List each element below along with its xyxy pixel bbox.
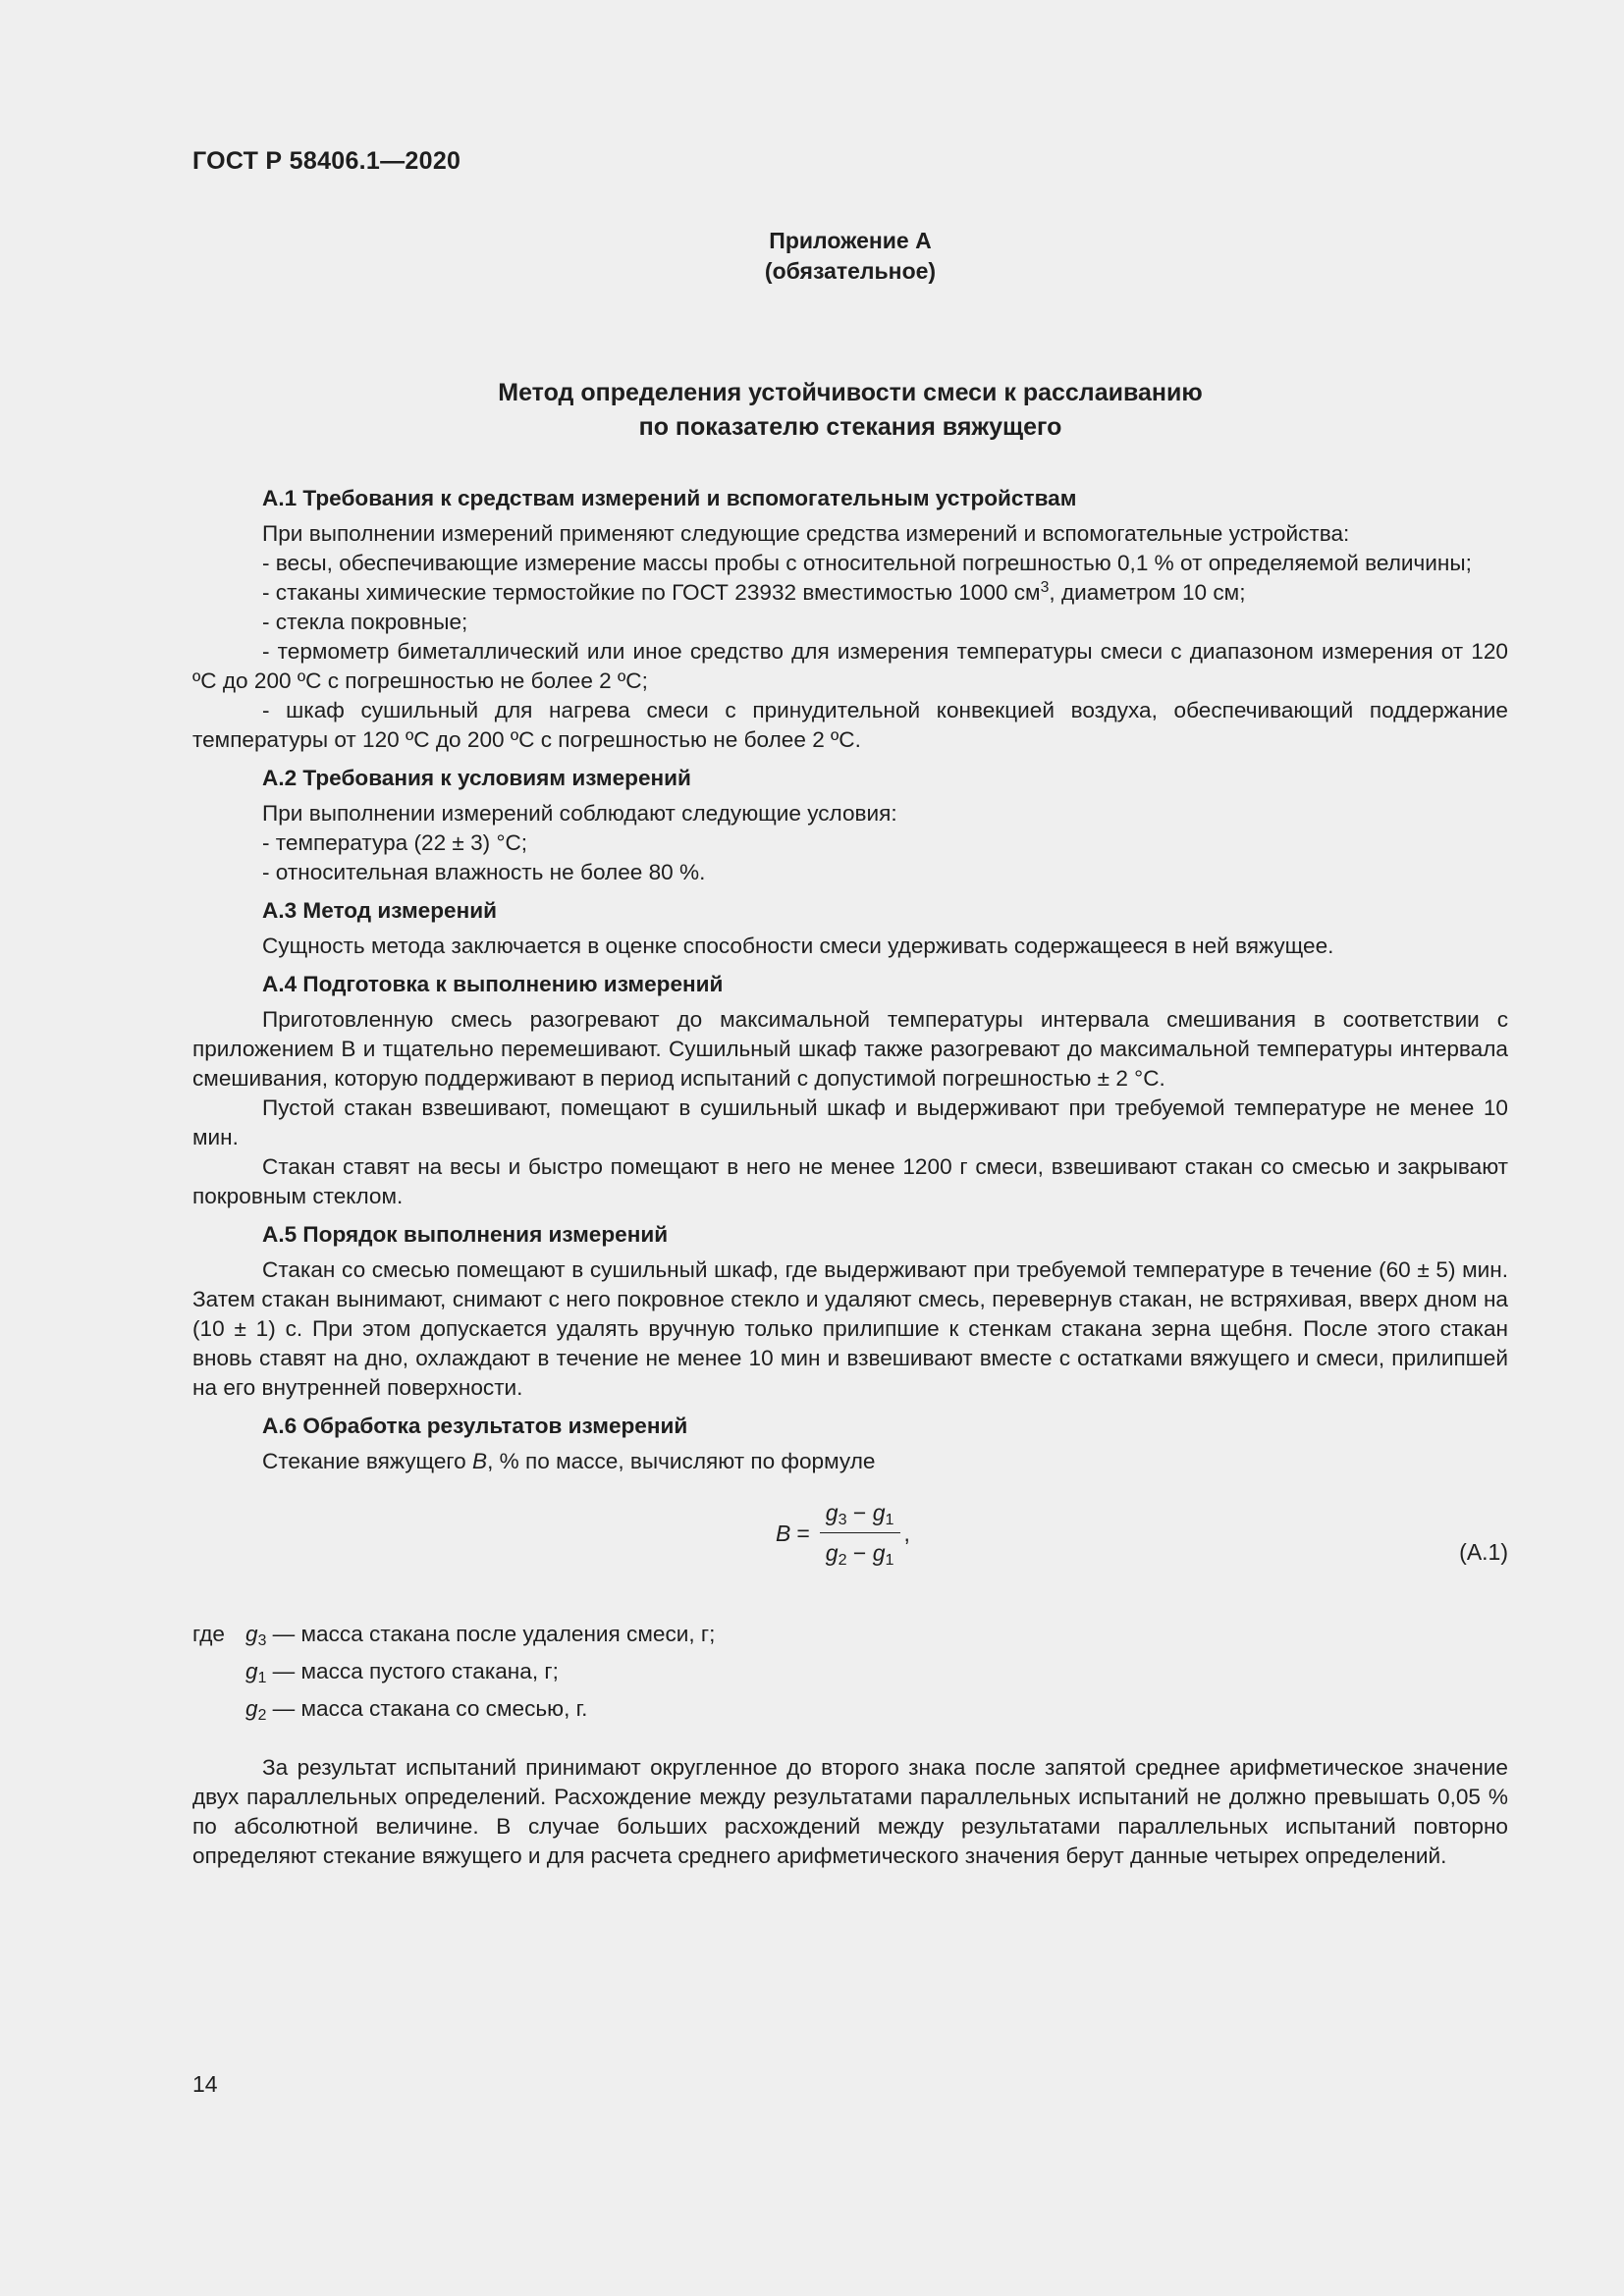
legend-row: $g_2$ — масса стакана со смесью, г. bbox=[245, 1696, 588, 1724]
section-a3-text: Сущность метода заключается в оценке способности смеси удерживать содержащееся в ней вяжущее. bbox=[262, 934, 1334, 958]
appendix-heading bbox=[192, 376, 1508, 445]
appendix-status: (обязательное) bbox=[764, 258, 937, 284]
formula-block bbox=[192, 1496, 1508, 1616]
section-a4-heading: А.4 Подготовка к выполнению измерений bbox=[262, 972, 724, 996]
list-item: - шкаф сушильный для нагрева смеси с принудительной конвекцией воздуха, обеспечивающий поддержание температуры от 120 ºС до 200 ºС с погрешностью не более 2 ºС. bbox=[192, 698, 1508, 752]
paragraph: Пустой стакан взвешивают, помещают в сушильный шкаф и выдерживают при требуемой температуре не менее 10 мин. bbox=[192, 1095, 1508, 1149]
formula-lhs: B bbox=[776, 1520, 791, 1546]
legend-row: $g_1$ — масса пустого стакана, г; bbox=[245, 1659, 559, 1686]
section-a2-intro: При выполнении измерений соблюдают следующие условия: bbox=[262, 801, 897, 826]
legend-row: где $g_3$ — масса стакана после удаления смеси, г; bbox=[192, 1616, 1508, 1653]
section-a5-heading: А.5 Порядок выполнения измерений bbox=[262, 1222, 669, 1247]
appendix-label bbox=[192, 226, 1508, 287]
formula-fraction bbox=[820, 1496, 900, 1570]
formula-comma: , bbox=[903, 1520, 910, 1546]
section-a1-heading: А.1 Требования к средствам измерений и вспомогательным устройствам bbox=[262, 486, 1077, 510]
document-header: ГОСТ Р 58406.1—2020 bbox=[192, 147, 461, 175]
formula-legend bbox=[192, 1616, 1508, 1728]
section-a1-intro: При выполнении измерений применяют следующие средства измерений и вспомогательные устройства: bbox=[262, 521, 1350, 546]
list-item: - относительная влажность не более 80 %. bbox=[262, 860, 706, 884]
paragraph: Приготовленную смесь разогревают до максимальной температуры интервала смешивания в соответствии с приложением В и тщательно перемешивают. Сушильный шкаф также разогревают до максимальной температуры интервала смешивания, которую поддерживают в период испытаний с допустимой погрешностью ± 2 °С. bbox=[192, 1007, 1508, 1091]
document-body bbox=[192, 484, 1508, 1871]
section-a6-conclusion: За результат испытаний принимают округленное до второго знака после запятой среднее арифметическое значение двух параллельных определений. Расхождение между результатами параллельных испытаний не должно превышать 0,05 % по абсолютной величине. В случае больших расхождений между результатами параллельных испытаний повторно определяют стекание вяжущего и для расчета среднего арифметического значения берут данные четырех определений. bbox=[192, 1755, 1508, 1868]
appendix-title: Приложение А bbox=[769, 228, 932, 253]
list-item: - стаканы химические термостойкие по ГОСТ 23932 вместимостью 1000 $см^3$, диаметром 10 см; bbox=[262, 579, 1246, 605]
paragraph: Стакан ставят на весы и быстро помещают в него не менее 1200 г смеси, взвешивают стакан со смесью и закрывают покровным стеклом. bbox=[192, 1154, 1508, 1208]
section-a6-heading: А.6 Обработка результатов измерений bbox=[262, 1414, 688, 1438]
formula-number: (А.1) bbox=[1459, 1539, 1508, 1565]
formula-numerator: $g_3 - g_1$ bbox=[820, 1496, 900, 1533]
formula-denominator: $g_2 - g_1$ bbox=[825, 1540, 894, 1569]
section-a3-heading: А.3 Метод измерений bbox=[262, 898, 498, 923]
document-page bbox=[192, 0, 1508, 2296]
formula-a1 bbox=[776, 1496, 910, 1570]
appendix-heading-line1: Метод определения устойчивости смеси к расслаиванию bbox=[498, 379, 1203, 406]
appendix-heading-line2: по показателю стекания вяжущего bbox=[638, 413, 1062, 441]
paragraph: Стакан со смесью помещают в сушильный шкаф, где выдерживают при требуемой температуре в течение (60 ± 5) мин. Затем стакан вынимают, снимают с него покровное стекло и удаляют смесь, перевернув стакан, не встряхивая, вверх дном на (10 ± 1) с. При этом допускается удалять вручную только прилипшие к стенкам стакана зерна щебня. После этого стакан вновь ставят на дно, охлаждают в течение не менее 10 мин и взвешивают вместе с остатками вяжущего и смеси, прилипшей на его внутренней поверхности. bbox=[192, 1257, 1508, 1400]
list-item: - весы, обеспечивающие измерение массы пробы с относительной погрешностью 0,1 % от определяемой величины; bbox=[262, 551, 1472, 575]
formula-equals: = bbox=[796, 1520, 810, 1546]
section-a6-intro: Стекание вяжущего B, % по массе, вычисляют по формуле bbox=[262, 1449, 876, 1473]
page-number: 14 bbox=[192, 2071, 218, 2097]
list-item: - стекла покровные; bbox=[262, 610, 468, 634]
list-item: - термометр биметаллический или иное средство для измерения температуры смеси с диапазоном измерения от 120 ºС до 200 ºС с погрешностью не более 2 ºС; bbox=[192, 639, 1508, 693]
section-a2-heading: А.2 Требования к условиям измерений bbox=[262, 766, 691, 790]
list-item: - температура (22 ± 3) °С; bbox=[262, 830, 528, 855]
where-word: где bbox=[192, 1622, 225, 1646]
